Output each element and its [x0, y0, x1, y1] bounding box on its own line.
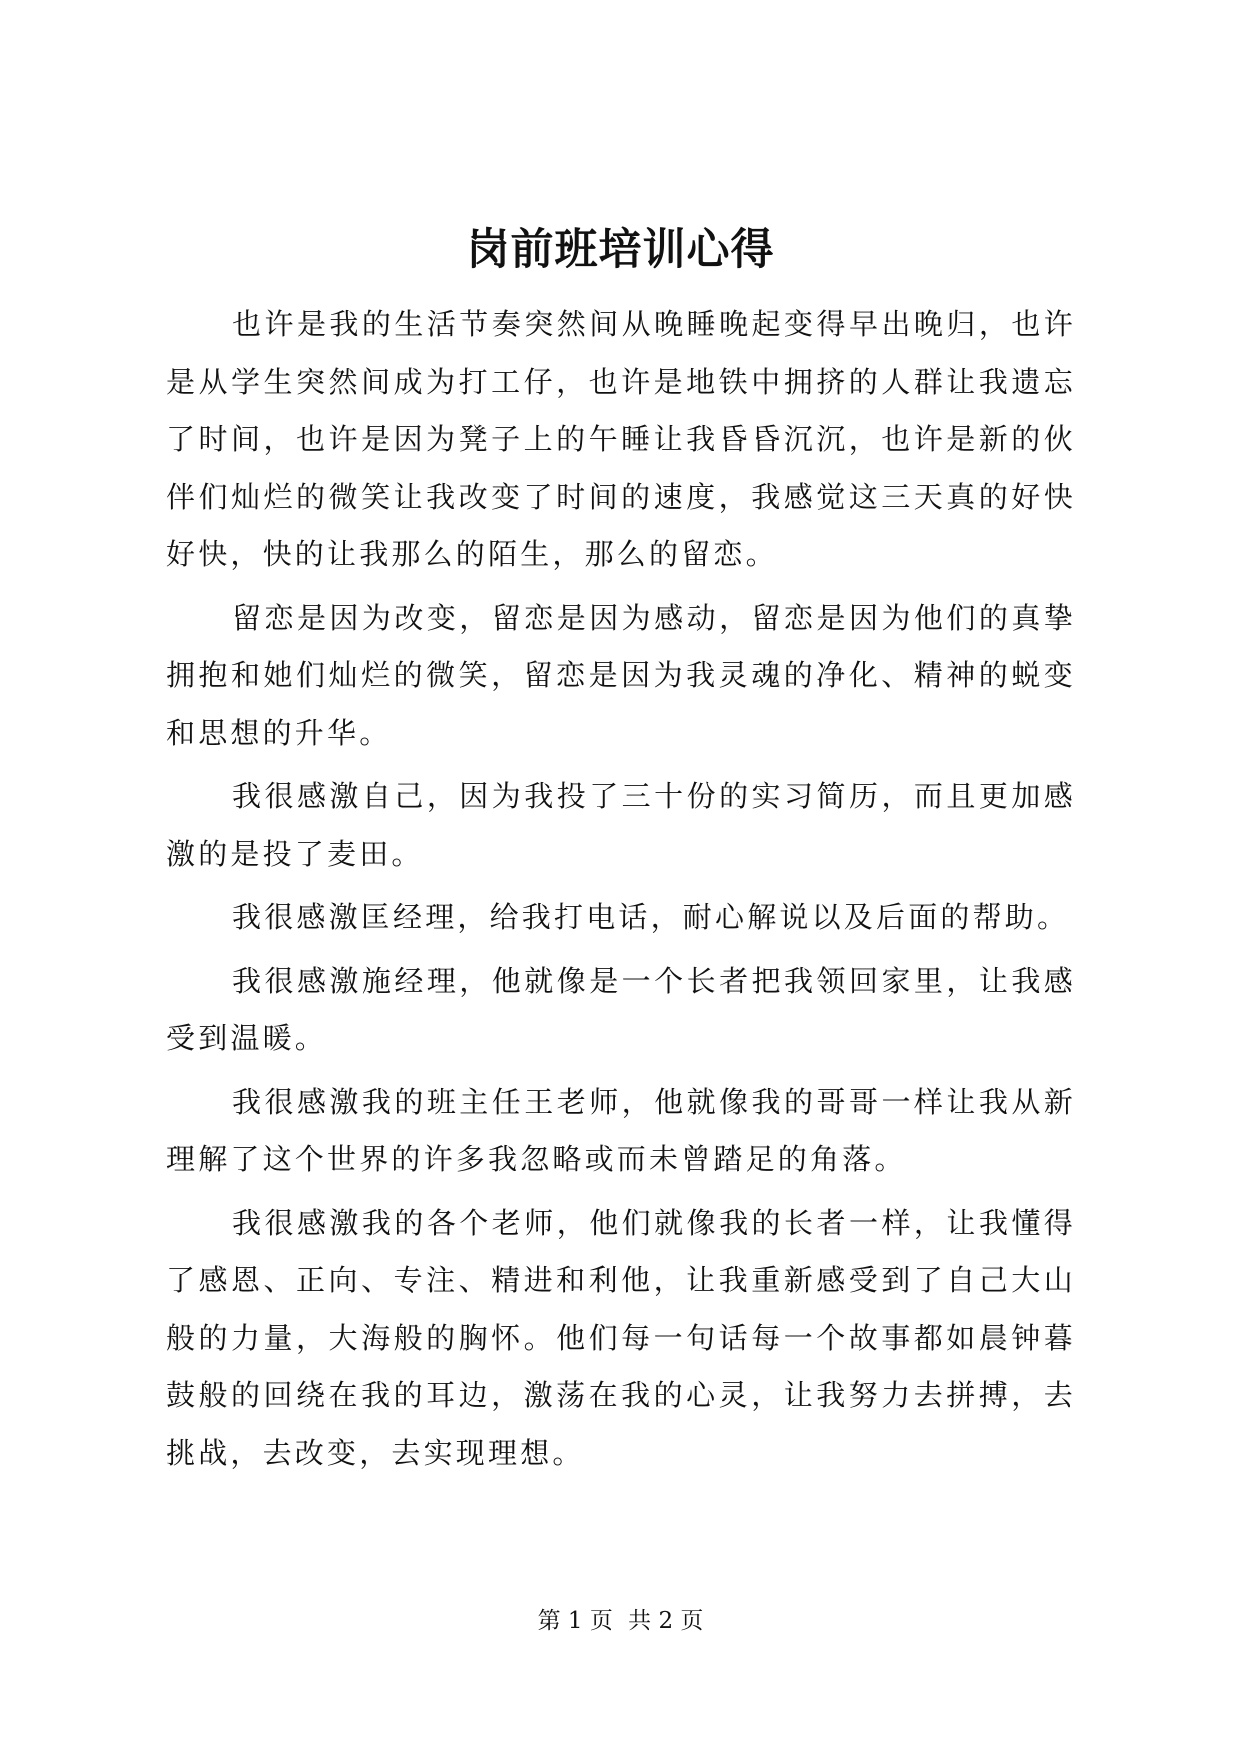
- document-title: 岗前班培训心得: [466, 225, 775, 275]
- document-body: [166, 296, 1076, 1488]
- paragraph: 我很感激匡经理，给我打电话，耐心解说以及后面的帮助。: [232, 900, 1070, 934]
- paragraph: 也许是我的生活节奏突然间从晚睡晚起变得早出晚归，也许是从学生突然间成为打工仔，也许是地铁中拥挤的人群让我遗忘了时间，也许是因为凳子上的午睡让我昏昏沉沉，也许是新的伙伴们灿烂的微笑让我改变了时间的速度，我感觉这三天真的好快好快，快的让我那么的陌生，那么的留恋。: [166, 307, 1076, 571]
- page-footer: [0, 1606, 1241, 1636]
- paragraph: 我很感激自己，因为我投了三十份的实习简历，而且更加感激的是投了麦田。: [166, 779, 1076, 871]
- paragraph: 我很感激我的各个老师，他们就像我的长者一样，让我懂得了感恩、正向、专注、精进和利他，让我重新感受到了自己大山般的力量，大海般的胸怀。他们每一句话每一个故事都如晨钟暮鼓般的回绕在我的耳边，激荡在我的心灵，让我努力去拼搏，去挑战，去改变，去实现理想。: [166, 1205, 1076, 1470]
- page-number: 第 1 页: [537, 1608, 613, 1634]
- paragraph: 留恋是因为改变，留恋是因为感动，留恋是因为他们的真挚拥抱和她们灿烂的微笑，留恋是因为我灵魂的净化、精神的蜕变和思想的升华。: [166, 600, 1076, 750]
- page-total: 共 2 页: [628, 1608, 704, 1634]
- paragraph: 我很感激施经理，他就像是一个长者把我领回家里，让我感受到温暖。: [166, 963, 1076, 1055]
- paragraph: 我很感激我的班主任王老师，他就像我的哥哥一样让我从新理解了这个世界的许多我忽略或而未曾踏足的角落。: [166, 1084, 1076, 1176]
